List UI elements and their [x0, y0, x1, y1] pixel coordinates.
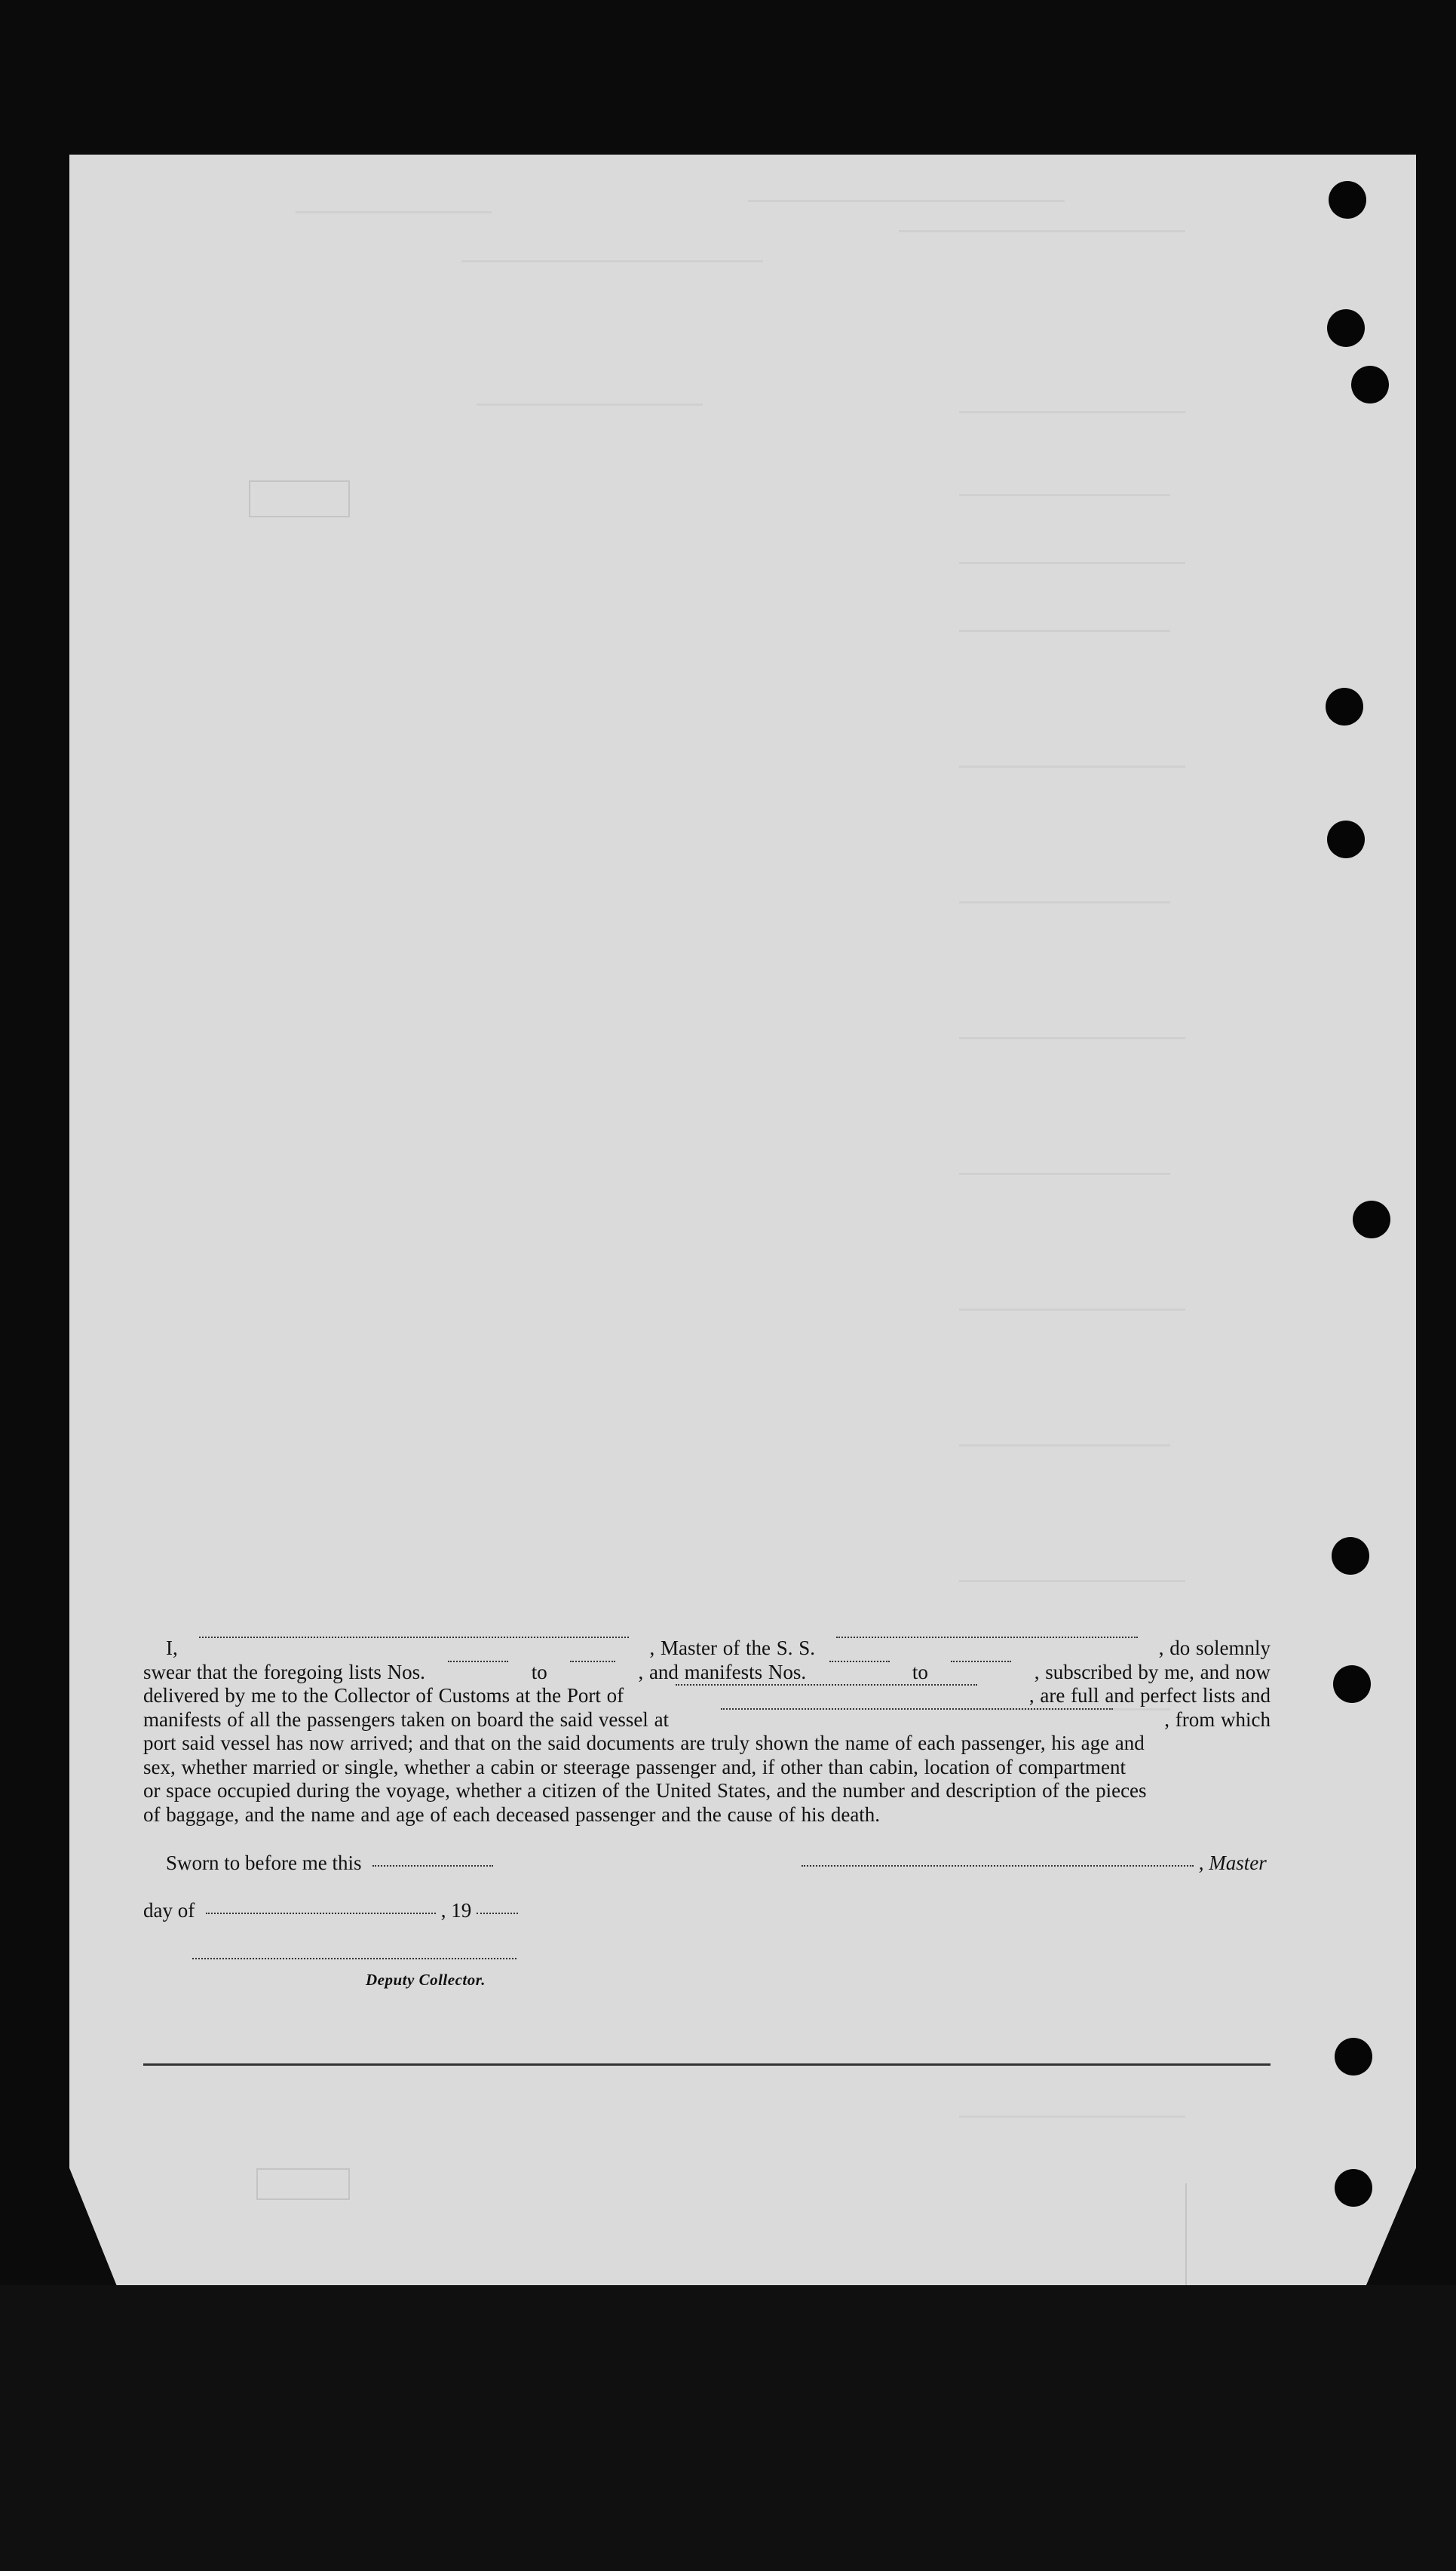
oath-text-full-and-perfect: , are full and perfect lists and [1028, 1684, 1271, 1707]
deputy-signature-field[interactable] [192, 1952, 516, 1959]
year-field[interactable] [477, 1913, 518, 1914]
sworn-label: Sworn to before me this [166, 1852, 362, 1874]
master-oath-paragraph [143, 1637, 1271, 1827]
oath-text-do-solemnly: , do solemnly [1158, 1637, 1271, 1659]
oath-line-4 [143, 1708, 1271, 1732]
departure-port-field[interactable] [721, 1708, 1113, 1710]
bleed-through-mark [959, 1444, 1170, 1447]
bleed-through-mark [959, 765, 1185, 768]
manifests-from-field[interactable] [829, 1661, 890, 1662]
vessel-name-field[interactable] [836, 1637, 1138, 1638]
oath-text-port-of: delivered by me to the Collector of Customs at the Port of [143, 1684, 624, 1707]
year-prefix: , 19 [440, 1899, 472, 1922]
punch-hole [1332, 1537, 1369, 1575]
bleed-through-mark [959, 562, 1185, 564]
oath-line-3 [143, 1684, 1271, 1708]
oath-line-5 [143, 1732, 1271, 1756]
bleed-through-mark [461, 260, 763, 262]
punch-hole [1335, 2169, 1372, 2207]
oath-text-taken-on-board: manifests of all the passengers taken on board the said vessel at [143, 1707, 670, 1731]
oath-text: port said vessel has now arrived; and that on the said documents are truly shown the name of each passenger, his age and [143, 1732, 1145, 1754]
punch-hole [1326, 688, 1363, 726]
oath-line-6 [143, 1756, 1271, 1780]
oath-text-lists-nos: swear that the foregoing lists Nos. [143, 1660, 425, 1683]
bleed-through-mark [296, 211, 492, 213]
manifest-page [69, 155, 1416, 2285]
punch-hole [1327, 309, 1365, 347]
bleed-through-mark [959, 1037, 1185, 1039]
oath-text-i: I, [166, 1637, 178, 1659]
punch-hole [1327, 821, 1365, 858]
bleed-through-stamp [249, 480, 350, 517]
day-of-label: day of [143, 1899, 195, 1922]
sworn-day-field[interactable] [372, 1865, 493, 1867]
oath-text: of baggage, and the name and age of each deceased passenger and the cause of his death. [143, 1802, 881, 1826]
oath-text-manifests-nos: , and manifests Nos. [638, 1660, 807, 1683]
oath-line-8 [143, 1803, 1271, 1827]
oath-text-from-which: , from which [1164, 1707, 1271, 1731]
oath-text-to: to [912, 1660, 928, 1683]
lists-from-field[interactable] [448, 1661, 508, 1662]
punch-hole [1333, 1665, 1371, 1703]
month-field[interactable] [206, 1913, 436, 1914]
bleed-through-mark [959, 494, 1170, 496]
punch-hole [1351, 366, 1389, 403]
oath-text: sex, whether married or single, whether a cabin or steerage passenger and, if other than cabin, location of compartment [143, 1755, 1126, 1778]
bleed-through-mark [959, 901, 1170, 904]
bleed-through-mark [959, 1309, 1185, 1311]
oath-text: or space occupied during the voyage, whether a citizen of the United States, and the number and description of the pieces [143, 1779, 1147, 1802]
punch-hole [1353, 1201, 1390, 1238]
bleed-through-mark [477, 403, 703, 406]
oath-text [143, 1637, 1271, 1827]
date-row [143, 1899, 518, 1922]
deputy-row [366, 1967, 486, 1990]
lists-to-field[interactable] [570, 1661, 615, 1662]
master-label: , Master [1198, 1852, 1267, 1874]
punch-hole [1329, 181, 1366, 219]
bleed-through-mark [959, 411, 1185, 413]
scanner-bed-shadow [0, 2285, 1456, 2571]
master-signature-row [802, 1852, 1267, 1875]
bleed-through-mark [899, 230, 1185, 232]
deputy-collector-label: Deputy Collector. [366, 1971, 486, 1989]
bleed-through-mark [959, 630, 1170, 632]
bleed-through-mark [748, 200, 1065, 202]
manifests-to-field[interactable] [951, 1661, 1011, 1662]
bleed-through-mark [959, 1580, 1185, 1582]
bleed-through-mark [959, 2115, 1185, 2118]
punch-hole [1335, 2038, 1372, 2076]
oath-text-to: to [531, 1660, 547, 1683]
oath-line-2 [143, 1661, 1271, 1685]
bleed-through-stamp [256, 2168, 350, 2200]
sworn-row [166, 1852, 493, 1875]
oath-line-1 [143, 1637, 1271, 1661]
oath-text-subscribed: , subscribed by me, and now [1034, 1660, 1271, 1683]
horizontal-rule [143, 2063, 1271, 2066]
oath-line-7 [143, 1779, 1271, 1803]
oath-text-master-of-ss: , Master of the S. S. [649, 1637, 815, 1659]
master-name-field[interactable] [199, 1637, 629, 1638]
master-signature-field[interactable] [802, 1865, 1194, 1867]
bleed-through-mark [959, 1173, 1170, 1175]
arrival-port-field[interactable] [676, 1684, 977, 1686]
